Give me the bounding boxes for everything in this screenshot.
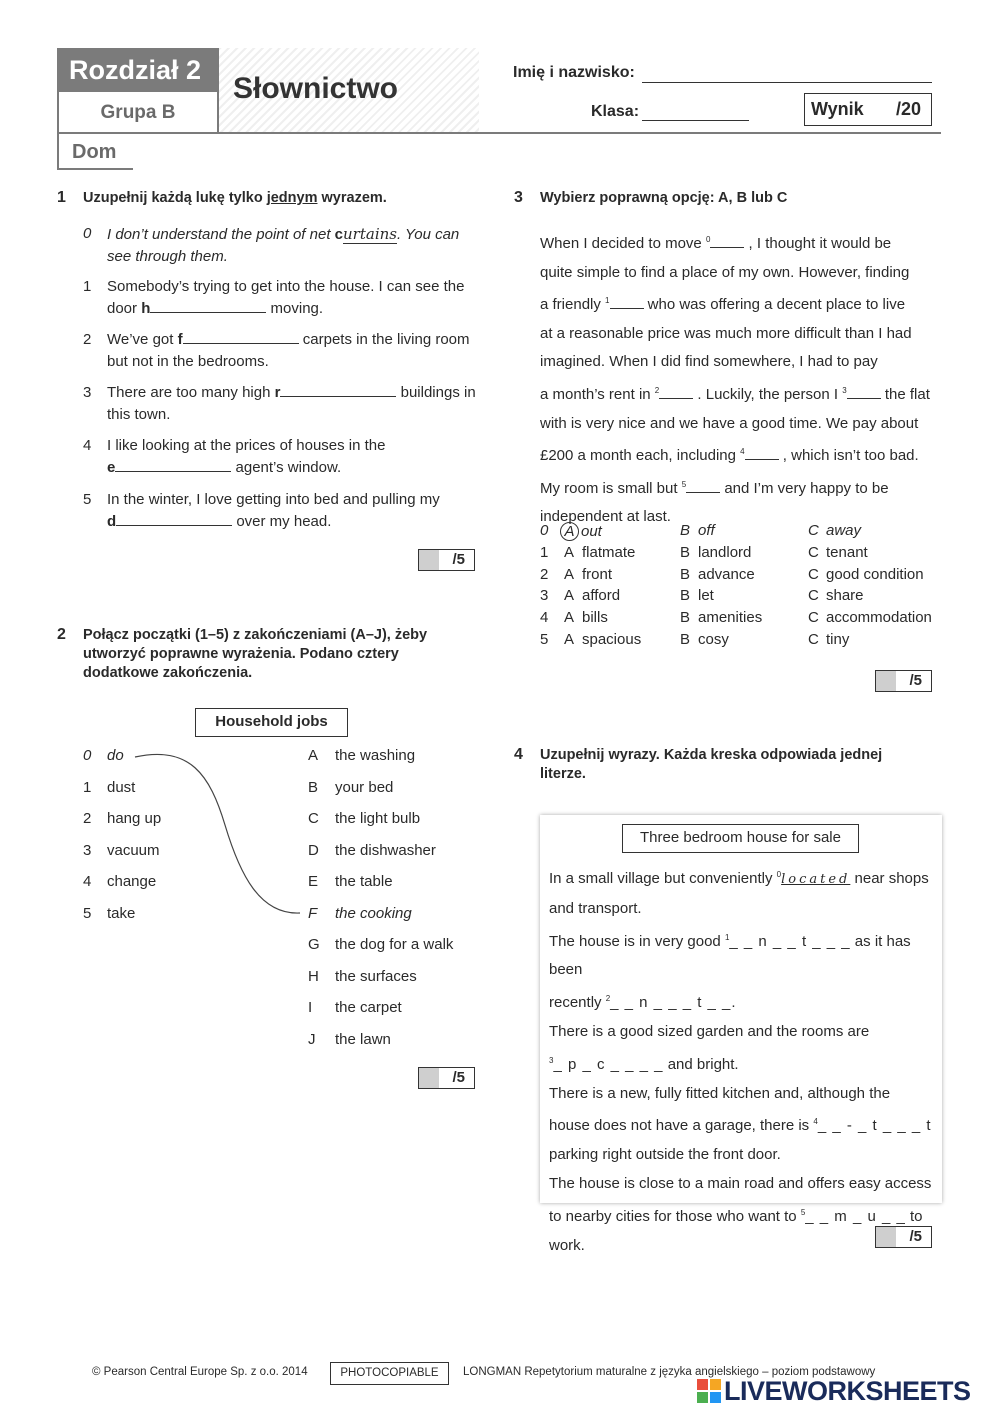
liveworksheets-brand: LIVEWORKSHEETS [724, 1376, 971, 1406]
footer-publication: LONGMAN Repetytorium maturalne z języka angielskiego – poziom podstawowy [463, 1366, 876, 1378]
ex3-text: independent at last. [540, 508, 671, 526]
ex3-gap[interactable] [610, 294, 644, 309]
ex1-example-letter: c [334, 226, 344, 243]
ad-text: house does not have a garage, there is [549, 1117, 814, 1135]
class-label: Klasa: [591, 103, 640, 120]
ex2-right-letter: F [308, 904, 318, 922]
ex3-option-text: cosy [698, 631, 729, 648]
ex2-right-letter: D [308, 841, 319, 859]
ex3-option-text: flatmate [582, 543, 636, 561]
ad-sup: 2 [605, 994, 611, 1004]
ad-word-blank-2[interactable]: _ _ n _ _ _ t _ _ [610, 994, 732, 1012]
ad-text: and bright. [663, 1055, 739, 1073]
ex1-item-text: Somebody’s trying to get into the house. I can see the [107, 278, 465, 295]
ex3-option-a[interactable] [564, 631, 641, 648]
ex1-item-text: moving. [266, 300, 324, 317]
ex2-left-number: 1 [83, 778, 92, 796]
ex4-instruction [540, 746, 920, 784]
ex1-item-number: 1 [83, 278, 92, 295]
ex3-option-c[interactable] [808, 566, 924, 583]
ex3-option-text: let [698, 587, 714, 605]
ex2-right-item[interactable] [308, 968, 417, 985]
ex2-right-letter: E [308, 873, 319, 890]
class-field[interactable] [642, 120, 749, 121]
ex2-left-text: vacuum [107, 841, 160, 859]
ex3-option-text: away [826, 522, 862, 539]
ex3-passage-line [540, 259, 950, 288]
ex3-passage-line [540, 438, 950, 471]
ex2-right-text: the lawn [335, 1030, 391, 1048]
ex2-left-text: do [107, 747, 124, 764]
ex1-item-text: In the winter, I love getting into bed and pulling my [107, 491, 440, 508]
household-jobs-title: Household jobs [195, 708, 348, 737]
ex1-item-text: this town. [107, 406, 171, 423]
ex1-item-text: door [107, 300, 142, 317]
ex1-score: /5 [452, 551, 465, 568]
ex2-right-text: the washing [335, 747, 416, 764]
ex3-text: When I decided to move [540, 235, 706, 252]
ex3-passage-line [540, 377, 950, 410]
ex3-text: a month’s rent in [540, 385, 655, 403]
ex3-option-number: 2 [540, 565, 549, 583]
ex1-item-letter: h [141, 300, 151, 317]
ex3-option-a[interactable] [564, 544, 635, 561]
ex2-right-item[interactable] [308, 999, 402, 1016]
ex3-option-a[interactable] [564, 609, 608, 626]
ex2-right-letter: I [308, 999, 313, 1016]
group-label: Grupa B [57, 92, 219, 132]
ex3-option-text: share [826, 587, 864, 605]
ex3-option-text: off [698, 522, 715, 539]
result-box [804, 93, 932, 126]
header-divider [57, 132, 941, 134]
ex1-item-text: There are too many high [107, 384, 275, 401]
ex1-example-number: 0 [83, 225, 92, 242]
ex1-item [107, 382, 492, 426]
ex3-option-text: advance [698, 565, 755, 583]
ex3-option-letter: A [564, 609, 575, 627]
ex2-score: /5 [452, 1069, 465, 1086]
ex3-gap-number: 3 [842, 385, 847, 395]
ex1-item [107, 329, 487, 373]
ex3-option-b[interactable] [680, 544, 751, 561]
ex1-item-text: We’ve got [107, 331, 178, 348]
ex4-score-box [875, 1226, 932, 1248]
ad-text: work. [549, 1236, 585, 1254]
ex1-example [107, 223, 477, 268]
ex3-option-a[interactable] [564, 522, 602, 541]
ex3-gap-number: 1 [605, 296, 610, 306]
ex3-option-text: afford [582, 587, 621, 605]
ex2-left-number: 5 [83, 904, 92, 922]
ex4-instr-line: Uzupełnij wyrazy. Każda kreska odpowiada jednej [540, 747, 883, 763]
ex3-text: imagined. When I did find somewhere, I had to pay [540, 353, 878, 371]
ex3-passage-line [540, 471, 950, 504]
ex3-text: £200 a month each, including [540, 447, 741, 465]
ex3-option-letter: C [808, 522, 819, 539]
ex3-instruction: Wybierz poprawną opcję: A, B lub C [540, 190, 788, 206]
ex1-example-answer: urtains [343, 225, 397, 243]
ex3-option-number: 1 [540, 543, 549, 561]
ex3-text: My room is small but [540, 479, 682, 497]
ex3-text: the flat [880, 385, 930, 403]
ex2-right-item[interactable] [308, 936, 453, 953]
ex3-option-a[interactable] [564, 587, 620, 604]
ex4-score: /5 [909, 1228, 922, 1245]
ex2-right-text: the cooking [335, 904, 412, 922]
ex1-blank-5[interactable] [116, 511, 232, 526]
ex3-option-letter: A [564, 587, 575, 605]
ex3-number: 3 [514, 189, 523, 206]
ex2-right-letter: H [308, 967, 319, 985]
ex3-gap[interactable] [745, 445, 779, 460]
ex3-option-text: good condition [826, 565, 924, 583]
ex3-gap-number: 2 [654, 385, 660, 395]
ad-sup: 1 [724, 932, 730, 942]
ex2-right-text: your bed [335, 778, 394, 796]
ex4-number: 4 [514, 746, 523, 763]
ex3-option-b[interactable] [680, 566, 755, 583]
ex1-blank-3[interactable] [280, 382, 396, 397]
ex3-option-text: landlord [698, 543, 752, 561]
ex1-instr-part: Uzupełnij każdą lukę tylko [83, 190, 267, 206]
ex1-item [107, 489, 487, 533]
ex4-instr-line: literze. [540, 766, 586, 782]
ex2-left-item[interactable] [83, 779, 135, 796]
ex1-item-number: 2 [83, 331, 92, 348]
ad-word-blank-3[interactable]: _ p _ c _ _ _ _ [553, 1055, 664, 1073]
ex1-item-number: 3 [83, 384, 92, 401]
result-label: Wynik [811, 99, 864, 119]
ex1-blank-1[interactable] [150, 298, 266, 313]
ad-text: to nearby cities for those who want to [549, 1207, 801, 1225]
ex3-option-c[interactable] [808, 631, 849, 648]
ex2-right-letter: B [308, 778, 319, 796]
ad-word-blank-1[interactable]: _ _ n _ _ t _ _ _ [729, 932, 851, 950]
ex3-text: quite simple to find a place of my own. However, finding [540, 263, 910, 281]
ex1-item-text: over my head. [232, 513, 332, 530]
ex3-option-text: accommodation [826, 609, 932, 627]
chapter-label: Rozdział 2 [57, 48, 219, 92]
ex2-left-item[interactable] [83, 810, 161, 827]
ex1-blank-4[interactable] [115, 457, 231, 472]
ex2-right-letter: G [308, 936, 320, 953]
ex2-score-box [418, 1067, 475, 1089]
ex2-right-text: the table [335, 873, 393, 890]
liveworksheets-logo-icon [697, 1379, 721, 1403]
ad-text: The house is close to a main road and offers easy access [549, 1174, 932, 1192]
ex3-text: at a reasonable price was much more difficult than I had [540, 324, 912, 342]
ad-text: There is a new, fully fitted kitchen and, although the [549, 1084, 891, 1102]
ex1-item [107, 276, 487, 320]
ad-sup: 5 [800, 1207, 806, 1217]
ex2-right-text: the dog for a walk [335, 936, 454, 953]
ex2-left-text: take [107, 904, 136, 922]
ex3-option-letter: B [680, 631, 691, 648]
ad-text: There is a good sized garden and the rooms are [549, 1022, 870, 1040]
ad-text: as it has been [549, 932, 911, 979]
ex3-option-b[interactable] [680, 522, 715, 539]
ex1-item-letter: d [107, 513, 117, 530]
ex1-item-letter: e [107, 459, 116, 476]
ad-text: and transport. [549, 899, 642, 917]
ex2-left-number: 3 [83, 841, 92, 859]
ex3-option-number: 4 [540, 609, 549, 627]
ad-text: . [731, 994, 736, 1012]
advert-title: Three bedroom house for sale [622, 824, 859, 853]
ex3-text: and I’m very happy to be [720, 479, 889, 497]
ex3-option-text: spacious [582, 631, 642, 648]
ex2-right-text: the carpet [335, 999, 402, 1016]
ex2-instr-line: Połącz początki (1–5) z zakończeniami (A–J), żeby [83, 627, 428, 643]
photocopiable-badge: PHOTOCOPIABLE [330, 1362, 449, 1385]
ex1-item-number: 4 [83, 437, 92, 454]
ex2-left-item[interactable] [83, 842, 160, 859]
ex3-option-c[interactable] [808, 587, 864, 604]
ex1-item-text: but not in the bedrooms. [107, 353, 269, 370]
ex2-left-item[interactable] [83, 905, 135, 922]
ex3-text: . Luckily, the person I [693, 385, 843, 403]
ex1-item-number: 5 [83, 491, 92, 508]
ex3-option-letter: A [564, 565, 575, 583]
ex2-right-item[interactable] [308, 873, 393, 890]
ex3-text: , which isn’t too bad. [778, 447, 919, 465]
ex3-passage [540, 226, 950, 532]
ex2-left-item[interactable] [83, 747, 124, 764]
result-total: /20 [895, 99, 921, 119]
ex2-right-text: the dishwasher [335, 841, 436, 859]
ex2-example-connector [130, 745, 310, 925]
ex2-right-text: the surfaces [335, 967, 417, 985]
ex1-item-text: agent’s window. [231, 459, 342, 476]
ad-word-blank-4[interactable]: _ _ - _ t _ _ _ t [817, 1117, 932, 1135]
ex3-option-letter: B [680, 543, 691, 561]
ex3-option-letter: B [680, 587, 691, 605]
ex3-option-letter: A [564, 631, 575, 648]
ex3-option-number: 0 [540, 522, 549, 539]
ad-text: parking right outside the front door. [549, 1146, 781, 1164]
ex2-left-item[interactable] [83, 873, 156, 890]
ex2-instruction [83, 626, 453, 683]
ex3-text: with is very nice and we have a good time. We pay about [540, 414, 919, 432]
ex1-instr-underlined: jednym [266, 190, 318, 206]
ex2-instr-line: dodatkowe zakończenia. [83, 665, 253, 681]
ex2-left-number: 2 [83, 810, 92, 827]
ex3-option-b[interactable] [680, 609, 762, 626]
ex3-score: /5 [909, 672, 922, 689]
ad-text: In a small village but conveniently [549, 870, 777, 887]
ex3-option-letter: C [808, 565, 819, 583]
ex1-example-text: . You can [396, 226, 460, 243]
ex3-gap-number: 4 [740, 447, 745, 457]
ex1-item-text: carpets in the living room [298, 331, 470, 348]
ex3-option-letter: C [808, 631, 819, 648]
name-label: Imię i nazwisko: [513, 64, 635, 81]
ex2-right-item[interactable] [308, 810, 420, 827]
ex3-option-a[interactable] [564, 566, 612, 583]
ex2-left-number: 0 [83, 747, 92, 764]
ex1-item [107, 435, 487, 479]
ex3-passage-line [540, 320, 950, 349]
ex1-blank-2[interactable] [183, 329, 299, 344]
ex3-option-letter: B [680, 565, 691, 583]
ex2-right-letter: J [308, 1030, 316, 1048]
ex3-text: who was offering a decent place to live [643, 296, 906, 314]
ad-text: near shops [850, 870, 929, 887]
ex3-option-text: front [582, 565, 613, 583]
ex3-text: , I thought it would be [744, 235, 892, 252]
name-field[interactable] [642, 82, 932, 83]
ex1-instruction [83, 189, 387, 208]
ex2-right-item[interactable] [308, 842, 436, 859]
ex1-item-text: I like looking at the prices of houses in the [107, 437, 386, 454]
ex1-score-box [418, 549, 475, 571]
ex3-passage-line [540, 410, 950, 439]
ex3-text: a friendly [540, 296, 606, 314]
ad-text: The house is in very good [549, 932, 725, 950]
ex2-left-text: hang up [107, 810, 162, 827]
ex3-score-box [875, 670, 932, 692]
ad-sup: 3 [549, 1055, 554, 1065]
ex3-gap[interactable] [847, 384, 881, 399]
ad-word-blank-5[interactable]: _ _ m _ u _ _ [805, 1207, 906, 1225]
ex3-option-c[interactable] [808, 609, 932, 626]
advert-text [549, 861, 939, 1260]
ex2-right-item[interactable] [308, 1031, 391, 1048]
ex3-passage-line [540, 226, 950, 259]
ex3-option-b[interactable] [680, 631, 729, 648]
ad-text: to [905, 1207, 923, 1225]
ex2-right-letter: A [308, 747, 319, 764]
ex3-option-b[interactable] [680, 587, 714, 604]
ex3-gap[interactable] [686, 478, 720, 493]
ex3-gap-number: 0 [705, 235, 711, 244]
ex3-option-letter: C [808, 587, 819, 605]
ad-sup: 0 [776, 870, 782, 879]
ex3-option-number: 3 [540, 587, 549, 605]
ad-text: recently [549, 994, 606, 1012]
ex2-instr-line: utworzyć poprawne wyrażenia. Podano cztery [83, 646, 399, 662]
ex1-example-text: see through them. [107, 248, 228, 265]
ex2-left-text: change [107, 873, 157, 890]
ex3-option-text: tenant [826, 543, 868, 561]
ex3-option-letter: A [560, 522, 579, 541]
ex3-option-c[interactable] [808, 544, 868, 561]
footer-copyright: © Pearson Central Europe Sp. z o.o. 2014 [92, 1366, 308, 1378]
ex1-instr-part: wyrazem. [317, 190, 387, 206]
ex3-option-letter: C [808, 609, 819, 627]
ex3-passage-line [540, 287, 950, 320]
ex2-right-item[interactable] [308, 779, 393, 796]
ex3-gap-number: 5 [681, 479, 687, 489]
ex2-right-text: the light bulb [335, 810, 421, 827]
ex3-option-letter: C [808, 543, 819, 561]
ex1-item-letter: f [177, 331, 183, 348]
ex1-item-letter: r [274, 384, 281, 401]
ex3-gap[interactable] [710, 233, 744, 248]
ex2-left-number: 4 [83, 873, 92, 890]
ex3-option-text: bills [582, 609, 608, 627]
ex3-option-letter: B [680, 522, 691, 539]
page-title: Słownictwo [233, 72, 398, 105]
ad-example-answer: located [781, 872, 851, 887]
ex3-option-text: amenities [698, 609, 763, 627]
ad-sup: 4 [813, 1117, 818, 1127]
ex2-right-item[interactable] [308, 905, 412, 922]
ex2-left-text: dust [107, 778, 136, 796]
ex3-option-number: 5 [540, 631, 549, 648]
ex3-option-text: out [581, 523, 602, 540]
ex2-right-item[interactable] [308, 747, 415, 764]
topic-label: Dom [57, 134, 133, 170]
ex3-option-letter: B [680, 609, 691, 627]
ex3-passage-line [540, 348, 950, 377]
ex1-number: 1 [57, 189, 66, 206]
ex2-number: 2 [57, 626, 66, 643]
ex3-option-text: tiny [826, 631, 850, 648]
ex3-gap[interactable] [659, 384, 693, 399]
ex2-right-letter: C [308, 810, 319, 827]
ex1-item-text: buildings in [396, 384, 476, 401]
ex1-example-text: I don’t understand the point of net [107, 226, 335, 243]
ex3-option-c[interactable] [808, 522, 861, 539]
ex3-option-letter: A [564, 543, 575, 561]
